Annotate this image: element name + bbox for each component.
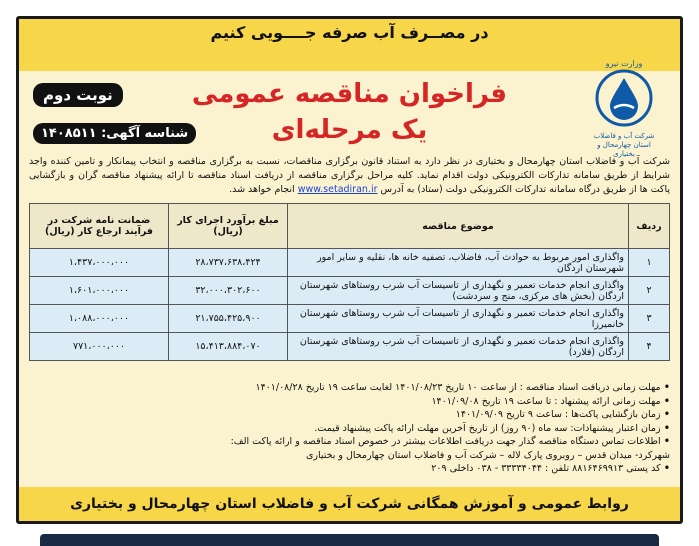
bullet-icon: •	[660, 395, 670, 407]
row-estimate: ۲۸،۷۳۷،۶۳۸،۴۲۴	[169, 249, 288, 277]
detail-line	[29, 435, 670, 449]
table-row	[30, 305, 670, 333]
row-number: ۱	[629, 249, 670, 277]
table-row	[30, 277, 670, 305]
intro-text: شرکت آب و فاضلاب استان چهارمحال و بختیاری در نظر دارد به استناد قانون برگزاری مناقصات، نسبت به برگزاری مناقصه و انتخاب پیمانکار و تامین کننده واجد شرایط از طریق سامانه تدارکات الکترونیکی دولت اقدام نماید. کلیه مراحل برگزاری مناقصه از دریافت اسناد مناقصه تا ارائه پیشنهاد مناقصه گران و بازگشایی پاکت ها از طریق درگاه سامانه تدارکات الکترونیکی دولت (ستاد) به آدرس	[29, 156, 670, 195]
contact-heading-text: اطلاعات تماس دستگاه مناقصه گذار جهت دریافت اطلاعات بیشتر در خصوص اسناد مناقصه و ارائه پاکت الف:	[230, 436, 661, 447]
row-number: ۳	[629, 305, 670, 333]
bottom-edge-bar	[40, 534, 659, 546]
row-subject: واگذاری امور مربوط به حوادث آب، فاضلاب، تصفیه خانه ها، نقلیه و سایر امور شهرستان اردگان	[288, 249, 629, 277]
tender-table	[29, 203, 670, 361]
footer-band: روابط عمومی و آموزش همگانی شرکت آب و فاضلاب استان چهارمحال و بختیاری	[19, 487, 680, 521]
company-name-label: شرکت آب و فاضلاب استان چهارمحال و بختیاری	[593, 132, 655, 158]
col-header-estimate: مبلغ برآورد اجرای کار (ریال)	[169, 204, 288, 249]
notice-frame	[16, 16, 683, 524]
row-number: ۴	[629, 333, 670, 361]
bullet-icon: •	[660, 463, 670, 474]
doc-deadline-text: مهلت زمانی دریافت اسناد مناقصه : از ساعت ۱۰ تاریخ ۱۴۰۱/۰۸/۲۳ لغایت ساعت ۱۹ تاریخ ۱۴۰۱/۰۸/۲۸	[255, 382, 661, 393]
bullet-icon: •	[660, 436, 670, 447]
detail-line	[29, 395, 670, 409]
bullet-icon: •	[660, 382, 670, 393]
row-guarantee: ۱،۰۸۸،۰۰۰،۰۰۰	[30, 305, 169, 333]
intro-paragraph	[29, 155, 670, 197]
row-estimate: ۲۱،۷۵۵،۴۲۵،۹۰۰	[169, 305, 288, 333]
col-header-row: ردیف	[629, 204, 670, 249]
ad-id-badge: شناسه آگهی: ۱۴۰۸۵۱۱	[33, 123, 196, 144]
row-subject: واگذاری انجام خدمات تعمیر و نگهداری از تاسیسات آب شرب روستاهای شهرستان خانمیرزا	[288, 305, 629, 333]
table-row	[30, 333, 670, 361]
col-header-subject: موضوع مناقصه	[288, 204, 629, 249]
detail-line	[29, 449, 670, 463]
row-guarantee: ۱،۴۳۷،۰۰۰،۰۰۰	[30, 249, 169, 277]
col-header-guarantee: ضمانت نامه شرکت در فرآیند ارجاع کار (ریال)	[30, 204, 169, 249]
bid-deadline-text: مهلت زمانی ارائه پیشنهاد : تا ساعت ۱۹ تاریخ ۱۴۰۱/۰۹/۰۸	[431, 395, 661, 407]
row-number: ۲	[629, 277, 670, 305]
opening-time-text: زمان بازگشایی پاکت‌ها : ساعت ۹ تاریخ ۱۴۰۱/۰۹/۰۹	[455, 409, 661, 420]
row-guarantee: ۱،۶۰۱،۰۰۰،۰۰۰	[30, 277, 169, 305]
detail-line	[29, 422, 670, 436]
bullet-icon: •	[660, 409, 670, 420]
table-row	[30, 249, 670, 277]
table-header-row	[30, 204, 670, 249]
ministry-label: وزارت نیرو	[605, 59, 643, 68]
setad-link[interactable]: www.setadiran.ir	[297, 184, 378, 195]
notice-subtitle: یک مرحله‌ای	[271, 115, 428, 145]
address-text: شهرکرد- میدان قدس – روبروی پارک لاله – شرکت آب و فاضلاب استان چهارمحال و بختیاری	[305, 449, 670, 461]
intro-text-end: انجام خواهد شد.	[229, 184, 295, 195]
water-saving-slogan: در مصــرف آب صرفه جــــویی کنیم	[210, 23, 489, 42]
row-estimate: ۱۵،۴۱۳،۸۸۴،۰۷۰	[169, 333, 288, 361]
row-guarantee: ۷۷۱،۰۰۰،۰۰۰	[30, 333, 169, 361]
round-badge: نوبت دوم	[33, 83, 123, 107]
row-estimate: ۳۲،۰۰۰،۳۰۲،۶۰۰	[169, 277, 288, 305]
detail-line	[29, 381, 670, 395]
validity-text: زمان اعتبار پیشنهادات: سه ماه (۹۰ روز) از تاریخ آخرین مهلت ارائه پاکت پیشنهاد قیمت.	[314, 422, 661, 434]
bullet-icon: •	[660, 422, 670, 434]
postal-phone-text: کد پستی ۸۸۱۶۴۶۹۹۱۳ تلفن : ۳۳۳۳۴۰۴۴ - ۰۳۸ داخلی ۲۰۹	[431, 463, 661, 474]
row-subject: واگذاری انجام خدمات تعمیر و نگهداری از تاسیسات آب شرب روستاهای شهرستان اردگان (فلارد)	[288, 333, 629, 361]
row-subject: واگذاری انجام خدمات تعمیر و نگهداری از تاسیسات آب شرب روستاهای شهرستان اردگان (بخش های مرکزی، منج و سردشت)	[288, 277, 629, 305]
tender-details	[29, 381, 670, 476]
notice-title: فراخوان مناقصه عمومی	[191, 79, 508, 109]
detail-line	[29, 408, 670, 422]
detail-line	[29, 462, 670, 476]
